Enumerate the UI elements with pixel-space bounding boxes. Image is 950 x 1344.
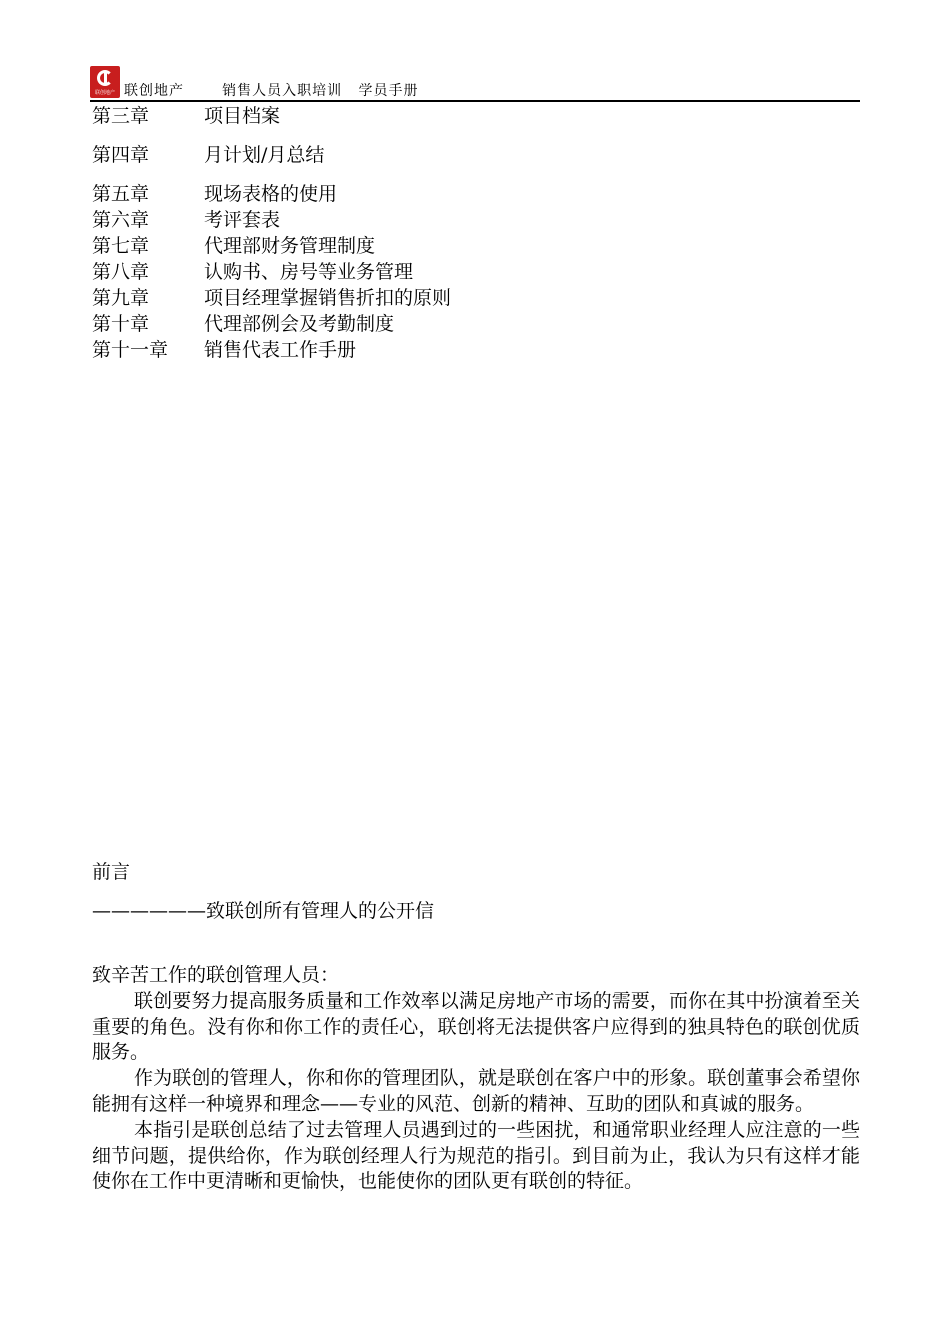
logo-text: 联创地产 [94, 90, 115, 96]
chapter-title: 项目经理掌握销售折扣的原则 [204, 287, 452, 309]
letter-paragraph: 本指引是联创总结了过去管理人员遇到过的一些困扰，和通常职业经理人应注意的一些细节问题，提供给你，作为联创经理人行为规范的指引。到目前为止，我认为只有这样才能使你在工作中更清晰和更愉快，也能使你的团队更有联创的特征。 [92, 1118, 860, 1193]
letter-salutation: 致辛苦工作的联创管理人员： [92, 964, 340, 986]
chapter-number: 第七章 [92, 235, 150, 257]
chapter-title: 项目档案 [204, 105, 281, 127]
chapter-title: 现场表格的使用 [204, 183, 338, 205]
company-logo [90, 66, 120, 98]
header-manual: 学员手册 [358, 83, 419, 99]
open-letter [92, 963, 860, 1195]
chapter-title: 月计划/月总结 [204, 144, 325, 166]
chapter-number: 第十一章 [92, 339, 169, 361]
chapter-title: 认购书、房号等业务管理 [204, 261, 414, 283]
chapter-number: 第九章 [92, 287, 150, 309]
header-rule [90, 100, 860, 102]
chapter-title: 考评套表 [204, 209, 281, 231]
chapter-number: 第六章 [92, 209, 150, 231]
header-title [124, 80, 419, 100]
preface-heading: 前言 [92, 861, 131, 883]
letter-paragraph: 作为联创的管理人，你和你的管理团队，就是联创在客户中的形象。联创董事会希望你能拥有这样一种境界和理念——专业的风范、创新的精神、互助的团队和真诚的服务。 [92, 1067, 860, 1115]
chapter-number: 第五章 [92, 183, 150, 205]
chapter-number: 第四章 [92, 144, 150, 166]
letter-paragraph: 联创要努力提高服务质量和工作效率以满足房地产市场的需要，而你在其中扮演着至关重要的角色。没有你和你工作的责任心，联创将无法提供客户应得到的独具特色的联创优质服务。 [92, 989, 860, 1064]
chapter-title: 代理部例会及考勤制度 [204, 313, 395, 335]
preface-subtitle: ——————致联创所有管理人的公开信 [92, 900, 435, 922]
page-header [90, 66, 860, 102]
chapter-title: 销售代表工作手册 [204, 339, 357, 361]
header-company: 联创地产 [124, 83, 184, 99]
chapter-number: 第三章 [92, 105, 150, 127]
chapter-number: 第十章 [92, 313, 150, 335]
chapter-number: 第八章 [92, 261, 150, 283]
header-course: 销售人员入职培训 [222, 83, 343, 99]
chapter-title: 代理部财务管理制度 [204, 235, 376, 257]
